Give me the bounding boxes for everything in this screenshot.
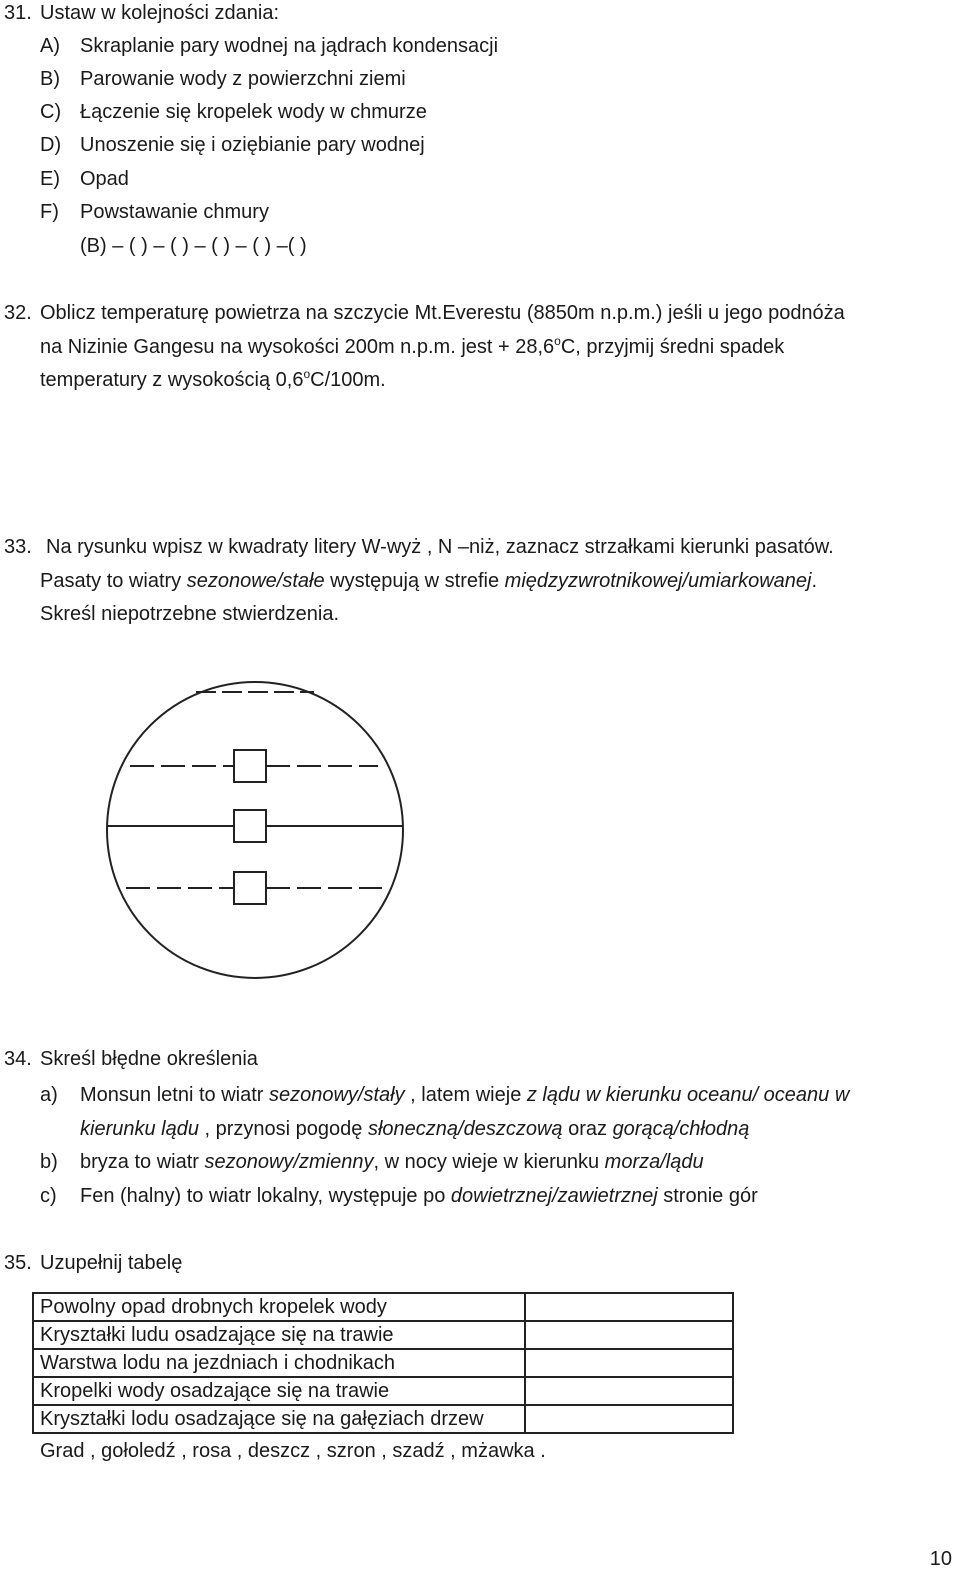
answer-box-equator[interactable] <box>234 810 266 842</box>
sequence-answer[interactable]: (B) – ( ) – ( ) – ( ) – ( ) –( ) <box>80 235 307 257</box>
question-prompt: Uzupełnij tabelę <box>40 1252 183 1274</box>
item-label: E) <box>40 168 60 190</box>
table-row <box>33 1405 733 1433</box>
table-cell-description: Kryształki lodu osadzające się na gałęziach drzew <box>33 1405 525 1433</box>
answer-box-north[interactable] <box>234 750 266 782</box>
item-label: B) <box>40 68 60 90</box>
question-text: Oblicz temperaturę powietrza na szczycie Mt.Everestu (8850m n.p.m.) jeśli u jego podnóża <box>40 302 845 324</box>
table-cell-answer[interactable] <box>525 1321 733 1349</box>
page-number: 10 <box>929 1548 952 1570</box>
item-text: Powstawanie chmury <box>80 201 269 223</box>
table-cell-description: Kryształki ludu osadzające się na trawie <box>33 1321 525 1349</box>
answer-options: Grad , gołoledź , rosa , deszcz , szron , szadź , mżawka . <box>40 1440 546 1462</box>
item-text: Skraplanie pary wodnej na jądrach kondensacji <box>80 35 499 57</box>
globe-circle <box>107 682 403 978</box>
table-cell-description: Powolny opad drobnych kropelek wody <box>33 1293 525 1321</box>
table-cell-answer[interactable] <box>525 1349 733 1377</box>
question-number: 34. <box>4 1048 32 1070</box>
question-prompt: Ustaw w kolejności zdania: <box>40 2 279 24</box>
question-number: 33. <box>4 536 32 558</box>
item-label: b) <box>40 1151 58 1173</box>
answer-box-south[interactable] <box>234 872 266 904</box>
table-cell-description: Kropelki wody osadzające się na trawie <box>33 1377 525 1405</box>
item-text: kierunku lądu , przynosi pogodę słoneczną/deszczową oraz gorącą/chłodną <box>80 1118 750 1140</box>
item-label: C) <box>40 101 62 123</box>
item-label: a) <box>40 1084 58 1106</box>
item-text: Opad <box>80 168 129 190</box>
item-text: bryza to wiatr sezonowy/zmienny, w nocy wieje w kierunku morza/lądu <box>80 1151 704 1173</box>
item-label: A) <box>40 35 60 57</box>
item-text: Unoszenie się i oziębianie pary wodnej <box>80 134 425 156</box>
item-text: Monsun letni to wiatr sezonowy/stały , latem wieje z lądu w kierunku oceanu/ oceanu w <box>80 1084 850 1106</box>
question-text: Skreśl niepotrzebne stwierdzenia. <box>40 603 340 625</box>
item-label: c) <box>40 1185 57 1207</box>
question-text: na Nizinie Gangesu na wysokości 200m n.p.m. jest + $28,6^oC$, przyjmij średni spadek <box>40 334 785 358</box>
question-number: 31. <box>4 2 32 24</box>
item-text: Fen (halny) to wiatr lokalny, występuje po dowietrznej/zawietrznej stronie gór <box>80 1185 758 1207</box>
question-text: temperatury z wysokością 0,6$^o$C/100m. <box>40 367 386 391</box>
item-label: D) <box>40 134 62 156</box>
item-text: Parowanie wody z powierzchni ziemi <box>80 68 406 90</box>
question-number: 35. <box>4 1252 32 1274</box>
table-row <box>33 1321 733 1349</box>
item-label: F) <box>40 201 59 223</box>
table-row <box>33 1293 733 1321</box>
item-text: Łączenie się kropelek wody w chmurze <box>80 101 427 123</box>
table-cell-answer[interactable] <box>525 1293 733 1321</box>
question-prompt: Skreśl błędne określenia <box>40 1048 258 1070</box>
table-row <box>33 1377 733 1405</box>
table-cell-answer[interactable] <box>525 1377 733 1405</box>
table-cell-description: Warstwa lodu na jezdniach i chodnikach <box>33 1349 525 1377</box>
question-number: 32. <box>4 302 32 324</box>
question-text: Na rysunku wpisz w kwadraty litery W-wyż , N –niż, zaznacz strzałkami kierunki pasatów. <box>46 536 834 558</box>
fill-table <box>32 1292 734 1434</box>
table-cell-answer[interactable] <box>525 1405 733 1433</box>
question-text: Pasaty to wiatry sezonowe/stałe występują w strefie międzyzwrotnikowej/umiarkowanej. <box>40 570 818 592</box>
table-row <box>33 1349 733 1377</box>
